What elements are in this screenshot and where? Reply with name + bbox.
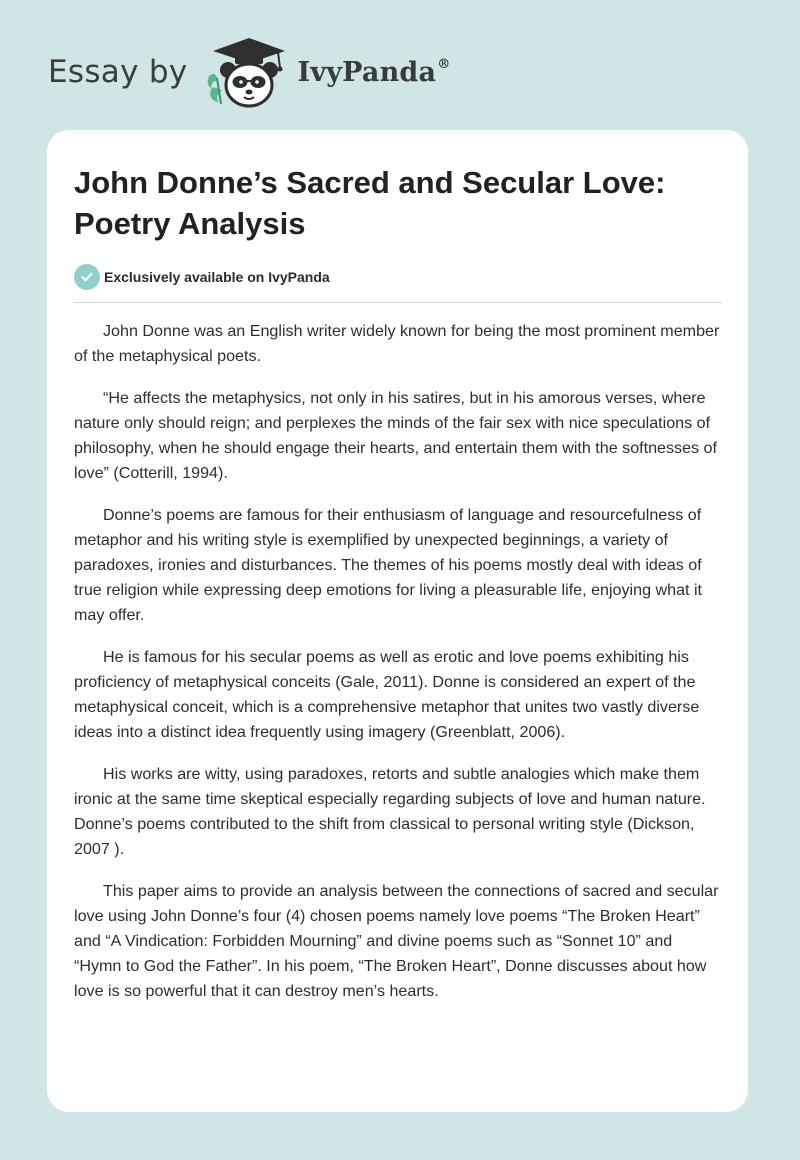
check-circle-icon <box>74 264 100 290</box>
exclusive-badge-label: Exclusively available on IvyPanda <box>104 269 330 285</box>
paragraph: His works are witty, using paradoxes, retorts and subtle analogies which make them ironic at the same time skeptical especially regarding subjects of love and human nature. Donne’s poems contributed to the shift from classical to personal writing style (Dickson, 2007 ). <box>74 765 706 858</box>
paragraph: He is famous for his secular poems as well as erotic and love poems exhibiting his proficiency of metaphysical conceits (Gale, 2011). Donne is considered an expert of the metaphysical conceit, which is a comprehensive metaphor that unites two vastly diverse ideas into a distinct idea frequently using imagery (Greenblatt, 2006). <box>74 648 700 741</box>
site-header <box>48 34 450 110</box>
paragraph: “He affects the metaphysics, not only in his satires, but in his amorous verses, where nature only should reign; and perplexes the minds of the fair sex with nice speculations of philosophy, when he should engage their hearts, and entertain them with the softnesses of love” (Cotterill, 1994). <box>74 389 717 482</box>
article-title-line-1: John Donne’s Sacred and Secular Love: <box>74 165 666 200</box>
exclusive-badge <box>74 264 722 290</box>
article-title <box>74 162 722 244</box>
article-card <box>47 130 748 1112</box>
registered-mark: ® <box>437 56 451 72</box>
panda-graduate-logo-icon[interactable] <box>202 34 296 110</box>
essay-by-label: Essay by <box>48 54 188 90</box>
paragraph: This paper aims to provide an analysis between the connections of sacred and secular love using John Donne’s four (4) chosen poems namely love poems “The Broken Heart” and “A Vindication: Forbidden Mourning” and divine poems such as “Sonnet 10” and “Hymn to God the Father”. In his poem, “The Broken Heart”, Donne discusses about how love is so powerful that it can destroy men’s hearts. <box>74 882 719 1000</box>
divider <box>74 302 722 303</box>
article-body <box>74 319 722 1004</box>
paragraph: Donne’s poems are famous for their enthusiasm of language and resourcefulness of metaphor and his writing style is exemplified by unexpected beginnings, a variety of paradoxes, ironies and disturbances. The themes of his poems mostly deal with ideas of true religion while expressing deep emotions for living a pleasurable life, enjoying what it may offer. <box>74 506 703 624</box>
article-title-line-2: Poetry Analysis <box>74 206 306 241</box>
brand-name[interactable]: IvyPanda® <box>297 56 451 88</box>
paragraph: John Donne was an English writer widely known for being the most prominent member of the metaphysical poets. <box>74 322 720 365</box>
